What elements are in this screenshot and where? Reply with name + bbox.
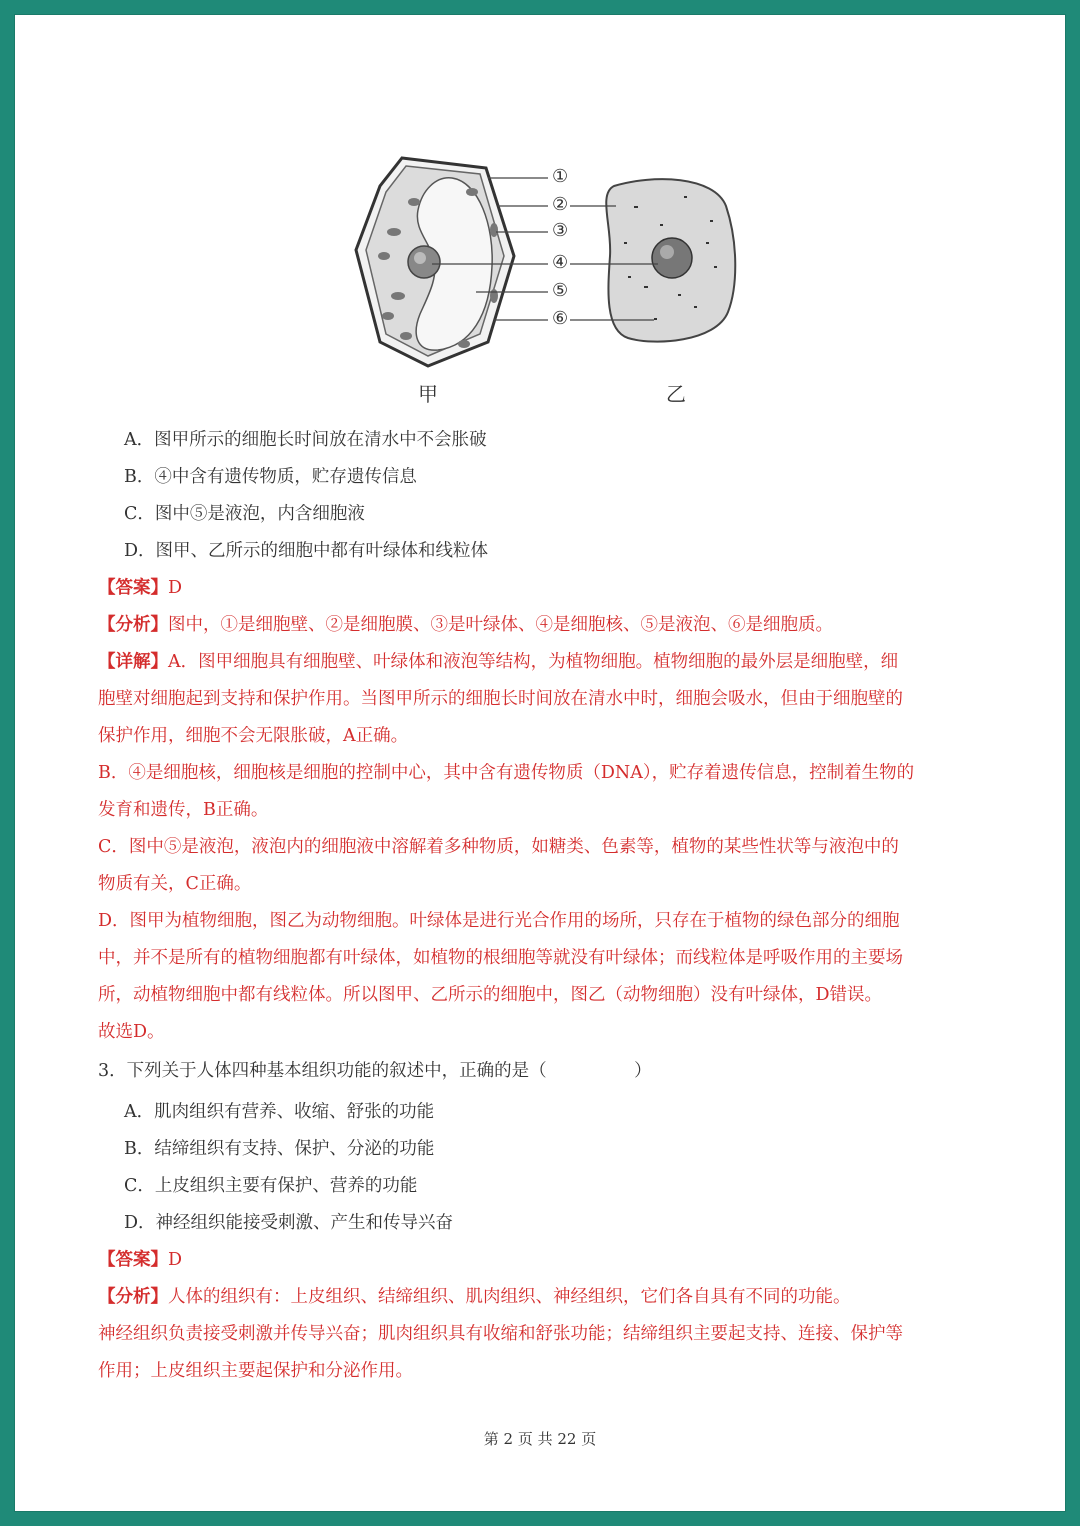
q3-analysis-line: 作用；上皮组织主要起保护和分泌作用。	[98, 1361, 413, 1381]
q2-option-c: C．图中⑤是液泡，内含细胞液	[124, 504, 365, 524]
plant-cell	[356, 158, 514, 366]
analysis-text: 图中，①是细胞壁、②是细胞膜、③是叶绿体、④是细胞核、⑤是液泡、⑥是细胞质。	[168, 615, 833, 635]
q2-detail-line: 中，并不是所有的植物细胞都有叶绿体，如植物的根细胞等就没有叶绿体；而线粒体是呼吸作用的主要场	[98, 948, 903, 968]
q2-detail-line: D．图甲为植物细胞，图乙为动物细胞。叶绿体是进行光合作用的场所，只存在于植物的绿色部分的细胞	[98, 911, 900, 931]
q3-option-a: A．肌肉组织有营养、收缩、舒张的功能	[124, 1102, 435, 1122]
q3-option-c: C．上皮组织主要有保护、营养的功能	[124, 1176, 418, 1196]
detail-text: A．图甲细胞具有细胞壁、叶绿体和液泡等结构，为植物细胞。植物细胞的最外层是细胞壁，细	[168, 652, 899, 672]
q3-analysis-line: 神经组织负责接受刺激并传导兴奋；肌肉组织具有收缩和舒张功能；结缔组织主要起支持、连接、保护等	[98, 1324, 903, 1344]
label-5: ⑤	[552, 280, 569, 301]
q3-option-b: B．结缔组织有支持、保护、分泌的功能	[124, 1139, 435, 1159]
caption-right: 乙	[666, 382, 686, 406]
analysis-tag: 【分析】	[98, 615, 168, 635]
q2-detail-line	[98, 648, 1080, 673]
document-page	[14, 14, 1066, 1512]
answer-value: D	[168, 578, 183, 598]
q2-detail-line: C．图中⑤是液泡，液泡内的细胞液中溶解着多种物质，如糖类、色素等，植物的某些性状等与液泡中的	[98, 837, 899, 857]
label-3: ③	[552, 220, 569, 241]
q2-detail-line: 故选D。	[98, 1022, 165, 1042]
page-footer: 第 2 页 共 22 页	[483, 1430, 597, 1448]
label-2: ②	[552, 194, 569, 215]
q2-detail-line: 发育和遗传，B正确。	[98, 800, 269, 820]
animal-cell	[606, 179, 735, 341]
q2-analysis	[98, 611, 1080, 636]
q2-option-d: D．图甲、乙所示的细胞中都有叶绿体和线粒体	[124, 541, 489, 561]
q3-option-d: D．神经组织能接受刺激、产生和传导兴奋	[124, 1213, 454, 1233]
cell-figure	[354, 146, 754, 408]
q2-detail-line: 所，动植物细胞中都有线粒体。所以图甲、乙所示的细胞中，图乙（动物细胞）没有叶绿体，D错误。	[98, 985, 883, 1005]
q2-option-a: A．图甲所示的细胞长时间放在清水中不会胀破	[124, 430, 487, 450]
answer-tag: 【答案】	[98, 1250, 168, 1270]
analysis-text: 人体的组织有：上皮组织、结缔组织、肌肉组织、神经组织，它们各自具有不同的功能。	[168, 1287, 851, 1307]
answer-value: D	[168, 1250, 183, 1270]
detail-tag: 【详解】	[98, 652, 168, 672]
q3-analysis	[98, 1283, 1080, 1308]
q2-detail-line: 胞壁对细胞起到支持和保护作用。当图甲所示的细胞长时间放在清水中时，细胞会吸水，但由于细胞壁的	[98, 689, 903, 709]
caption-left: 甲	[418, 382, 438, 406]
label-1: ①	[552, 166, 569, 187]
label-4: ④	[552, 252, 569, 273]
q3-stem: 3．下列关于人体四种基本组织功能的叙述中，正确的是（ ）	[98, 1061, 652, 1081]
q2-detail-line: B．④是细胞核，细胞核是细胞的控制中心，其中含有遗传物质（DNA），贮存着遗传信息，控制着生物的	[98, 763, 915, 783]
q2-option-b: B．④中含有遗传物质，贮存遗传信息	[124, 467, 417, 487]
q2-answer	[98, 574, 1080, 599]
label-6: ⑥	[552, 308, 569, 329]
q2-detail-line: 保护作用，细胞不会无限胀破，A正确。	[98, 726, 409, 746]
answer-tag: 【答案】	[98, 578, 168, 598]
q2-detail-line: 物质有关，C正确。	[98, 874, 252, 894]
q3-answer	[98, 1246, 1080, 1271]
analysis-tag: 【分析】	[98, 1287, 168, 1307]
